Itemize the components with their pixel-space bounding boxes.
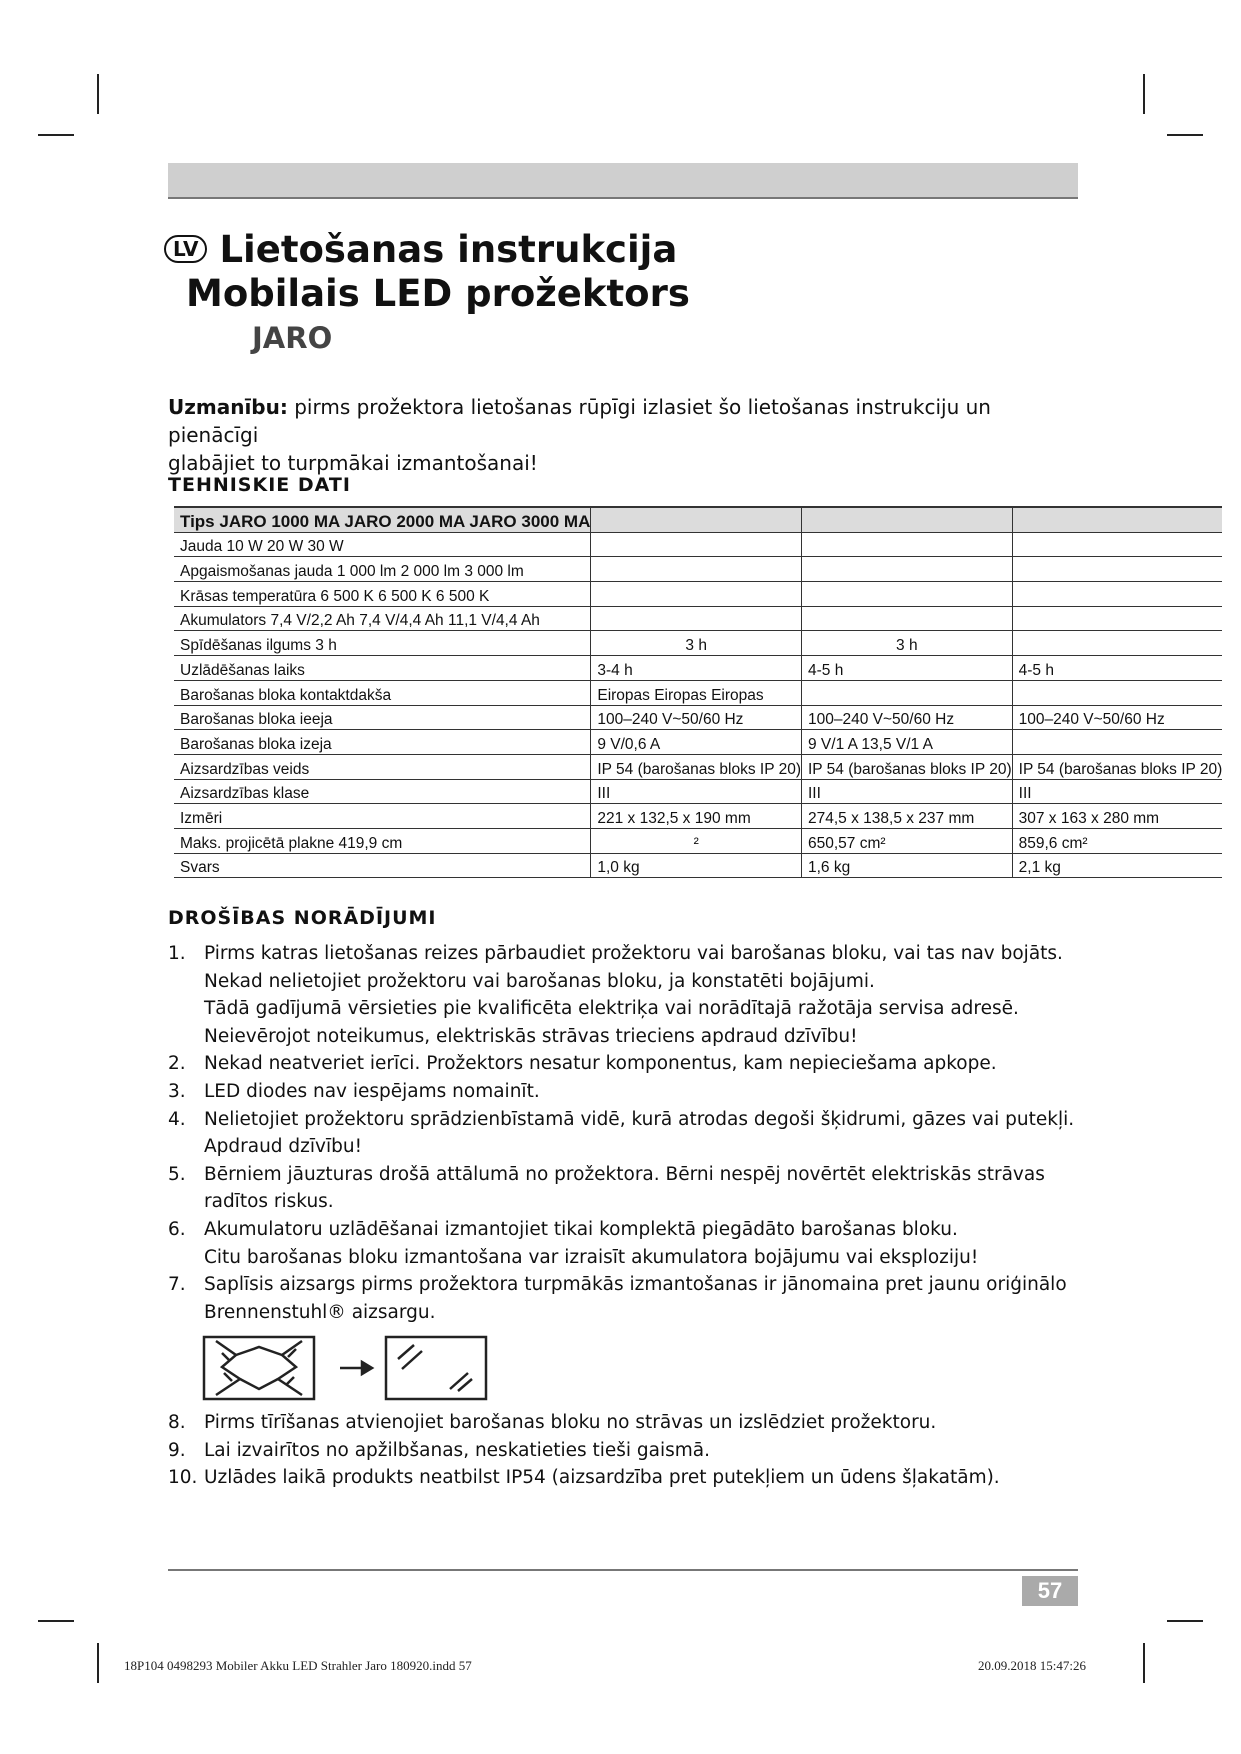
tech-data-heading: TEHNISKIE DATI (168, 474, 351, 496)
table-cell (591, 557, 802, 582)
table-cell: Aizsardzības veids (174, 754, 591, 779)
warning-text: pirms prožektora lietošanas rūpīgi izlasiet šo lietošanas instrukciju un pienācīgi (168, 395, 991, 447)
table-cell (802, 532, 1013, 557)
safety-item-number: 5. (168, 1163, 186, 1185)
table-row (174, 582, 1222, 607)
table-cell (1012, 606, 1222, 631)
safety-item-number: 8. (168, 1412, 186, 1433)
safety-item-text: radītos riskus. (204, 1191, 334, 1213)
safety-item (168, 1078, 1078, 1106)
table-cell: 100–240 V~50/60 Hz (591, 705, 802, 730)
table-row (174, 779, 1222, 804)
footer-timestamp: 20.09.2018 15:47:26 (978, 1658, 1086, 1673)
table-row (174, 532, 1222, 557)
footer-filename: 18P104 0498293 Mobiler Akku LED Strahler Jaro 180920.indd 57 (124, 1658, 472, 1673)
safety-item-text: Nekad neatveriet ierīci. Prožektors nesatur komponentus, kam nepieciešama apkope. (204, 1053, 997, 1075)
safety-item-text: Pirms katras lietošanas reizes pārbaudiet prožektoru vai barošanas bloku, vai tas nav bojāts. (204, 943, 1063, 964)
table-row (174, 680, 1222, 705)
footer-rule (168, 1569, 1078, 1571)
safety-item-text: Neievērojot noteikumus, elektriskās strāvas trieciens apdraud dzīvību! (204, 1025, 858, 1047)
table-cell: Apgaismošanas jauda 1 000 lm 2 000 lm 3 000 lm (174, 557, 591, 582)
table-cell: Maks. projicētā plakne 419,9 cm (174, 828, 591, 853)
table-row (174, 705, 1222, 730)
table-cell: 3 h (591, 631, 802, 656)
table-cell: 9 V/0,6 A (591, 730, 802, 755)
table-row (174, 606, 1222, 631)
table-cell: 1,0 kg (591, 853, 802, 878)
crop-mark (1167, 1620, 1203, 1622)
safety-item-text: Lai izvairītos no apžilbšanas, neskatieties tieši gaismā. (204, 1439, 711, 1461)
table-cell: 4-5 h (1012, 656, 1222, 681)
table-cell: Uzlādēšanas laiks (174, 656, 591, 681)
table-row (174, 730, 1222, 755)
header-bar (168, 163, 1078, 199)
safety-item-text: Uzlādes laikā produkts neatbilst IP54 (aizsardzība pret putekļiem un ūdens šļakatām). (204, 1467, 1000, 1489)
warning-note (168, 393, 1068, 477)
table-cell: 650,57 cm² (802, 828, 1013, 853)
crop-mark (1143, 74, 1145, 114)
safety-item-number: 1. (168, 943, 186, 964)
title-text: Lietošanas instrukcija (219, 228, 678, 271)
safety-heading: DROŠĪBAS NORĀDĪJUMI (168, 907, 437, 929)
table-cell: IP 54 (barošanas bloks IP 20) (591, 754, 802, 779)
language-badge: LV (164, 235, 207, 263)
table-cell (591, 507, 802, 532)
table-cell: 221 x 132,5 x 190 mm (591, 804, 802, 829)
safety-item-number: 9. (168, 1439, 186, 1461)
safety-item-text: Apdraud dzīvību! (204, 1136, 362, 1158)
safety-item (168, 1464, 1078, 1492)
table-cell (1012, 532, 1222, 557)
safety-item-text: Nelietojiet prožektoru sprādzienbīstamā vidē, kurā atrodas degoši šķidrumi, gāzes vai putekļi. (204, 1108, 1075, 1130)
crop-mark (38, 1620, 74, 1622)
table-cell: Tips JARO 1000 MA JARO 2000 MA JARO 3000 MA (174, 507, 591, 532)
table-cell (802, 507, 1013, 532)
warning-label: Uzmanību: (168, 395, 288, 419)
table-cell (591, 582, 802, 607)
safety-item-text: Nekad nelietojiet prožektoru vai barošanas bloku, ja konstatēti bojājumi. (204, 970, 875, 992)
crop-mark (1143, 1643, 1145, 1683)
table-cell: Barošanas bloka kontaktdakša (174, 680, 591, 705)
table-cell: ² (591, 828, 802, 853)
safety-item-text: Saplīsis aizsargs pirms prožektora turpmākās izmantošanas ir jānomaina pret jaunu oriģinālo (204, 1274, 1067, 1296)
safety-item-text: Brennenstuhl® aizsargu. (204, 1301, 436, 1323)
table-cell: 307 x 163 x 280 mm (1012, 804, 1222, 829)
table-cell (1012, 507, 1222, 532)
table-cell: 2,1 kg (1012, 853, 1222, 878)
table-row (174, 828, 1222, 853)
model-name: JARO (252, 321, 333, 355)
table-cell: Akumulators 7,4 V/2,2 Ah 7,4 V/4,4 Ah 11,1 V/4,4 Ah (174, 606, 591, 631)
table-row (174, 754, 1222, 779)
table-cell: 3 h (802, 631, 1013, 656)
table-cell: 9 V/1 A 13,5 V/1 A (802, 730, 1013, 755)
table-cell: III (1012, 779, 1222, 804)
safety-item (168, 1161, 1078, 1216)
table-cell: 1,6 kg (802, 853, 1013, 878)
table-cell (1012, 730, 1222, 755)
table-cell: 100–240 V~50/60 Hz (802, 705, 1013, 730)
table-cell (802, 557, 1013, 582)
table-cell (1012, 582, 1222, 607)
table-header-row (174, 507, 1222, 532)
safety-item (168, 940, 1078, 1050)
intact-glass-icon (386, 1337, 486, 1399)
table-cell (1012, 631, 1222, 656)
table-cell: Barošanas bloka izeja (174, 730, 591, 755)
safety-item-text: Akumulatoru uzlādēšanai izmantojiet tikai komplektā piegādāto barošanas bloku. (204, 1218, 958, 1240)
table-cell: IP 54 (barošanas bloks IP 20) (802, 754, 1013, 779)
safety-item (168, 1409, 1078, 1437)
table-cell: Barošanas bloka ieeja (174, 705, 591, 730)
table-cell: Krāsas temperatūra 6 500 K 6 500 K 6 500 K (174, 582, 591, 607)
table-row (174, 656, 1222, 681)
table-cell: 4-5 h (802, 656, 1013, 681)
crop-mark (97, 1643, 99, 1683)
table-cell: Jauda 10 W 20 W 30 W (174, 532, 591, 557)
safety-item (168, 1050, 1078, 1078)
table-cell: Aizsardzības klase (174, 779, 591, 804)
safety-item-text: LED diodes nav iespējams nomainīt. (204, 1080, 540, 1102)
table-cell: 274,5 x 138,5 x 237 mm (802, 804, 1013, 829)
safety-item-text: Citu barošanas bloku izmantošana var izraisīt akumulatora bojājumu vai eksploziju! (204, 1246, 979, 1268)
safety-item-text: Bērniem jāuzturas drošā attālumā no prožektora. Bērni nespēj novērtēt elektriskās strāvas (204, 1163, 1045, 1185)
table-cell: 859,6 cm² (1012, 828, 1222, 853)
table-cell: 3-4 h (591, 656, 802, 681)
table-cell (802, 606, 1013, 631)
safety-item-number: 10. (168, 1467, 198, 1489)
table-cell (1012, 557, 1222, 582)
table-cell: Eiropas Eiropas Eiropas (591, 680, 802, 705)
table-cell: Spīdēšanas ilgums 3 h (174, 631, 591, 656)
title-block (164, 228, 690, 360)
safety-item (168, 1216, 1078, 1271)
title-line-1 (164, 228, 690, 272)
table-row (174, 557, 1222, 582)
safety-list-continued (168, 1409, 1078, 1492)
crop-mark (97, 74, 99, 114)
safety-item-number: 3. (168, 1080, 186, 1102)
table-cell (802, 582, 1013, 607)
page-number: 57 (1022, 1576, 1078, 1606)
safety-list (168, 940, 1078, 1326)
broken-glass-icon (204, 1337, 314, 1399)
table-row (174, 804, 1222, 829)
crop-mark (1167, 134, 1203, 136)
safety-item (168, 1106, 1078, 1161)
safety-item (168, 1271, 1078, 1326)
arrow-right-icon (340, 1362, 372, 1374)
table-cell (591, 606, 802, 631)
safety-item-text: Tādā gadījumā vērsieties pie kvalificēta elektriķa vai norādītajā ražotāja servisa adresē. (204, 998, 1019, 1020)
table-cell (1012, 680, 1222, 705)
table-cell: Izmēri (174, 804, 591, 829)
table-cell: 100–240 V~50/60 Hz (1012, 705, 1222, 730)
table-cell: III (802, 779, 1013, 804)
table-row (174, 631, 1222, 656)
title-line-2: Mobilais LED prožektors (186, 272, 690, 315)
table-cell (802, 680, 1013, 705)
crop-mark (38, 134, 74, 136)
safety-item-number: 7. (168, 1274, 186, 1296)
safety-item-number: 4. (168, 1108, 186, 1130)
safety-item-number: 6. (168, 1218, 186, 1240)
table-cell: III (591, 779, 802, 804)
broken-glass-diagram (202, 1333, 492, 1405)
table-cell (591, 532, 802, 557)
warning-text: glabājiet to turpmākai izmantošanai! (168, 451, 538, 475)
safety-item-number: 2. (168, 1053, 186, 1075)
tech-data-table (174, 506, 1222, 878)
safety-item-text: Pirms tīrīšanas atvienojiet barošanas bloku no strāvas un izslēdziet prožektoru. (204, 1412, 937, 1433)
table-cell: IP 54 (barošanas bloks IP 20) (1012, 754, 1222, 779)
safety-item (168, 1437, 1078, 1465)
table-row (174, 853, 1222, 878)
table-cell: Svars (174, 853, 591, 878)
